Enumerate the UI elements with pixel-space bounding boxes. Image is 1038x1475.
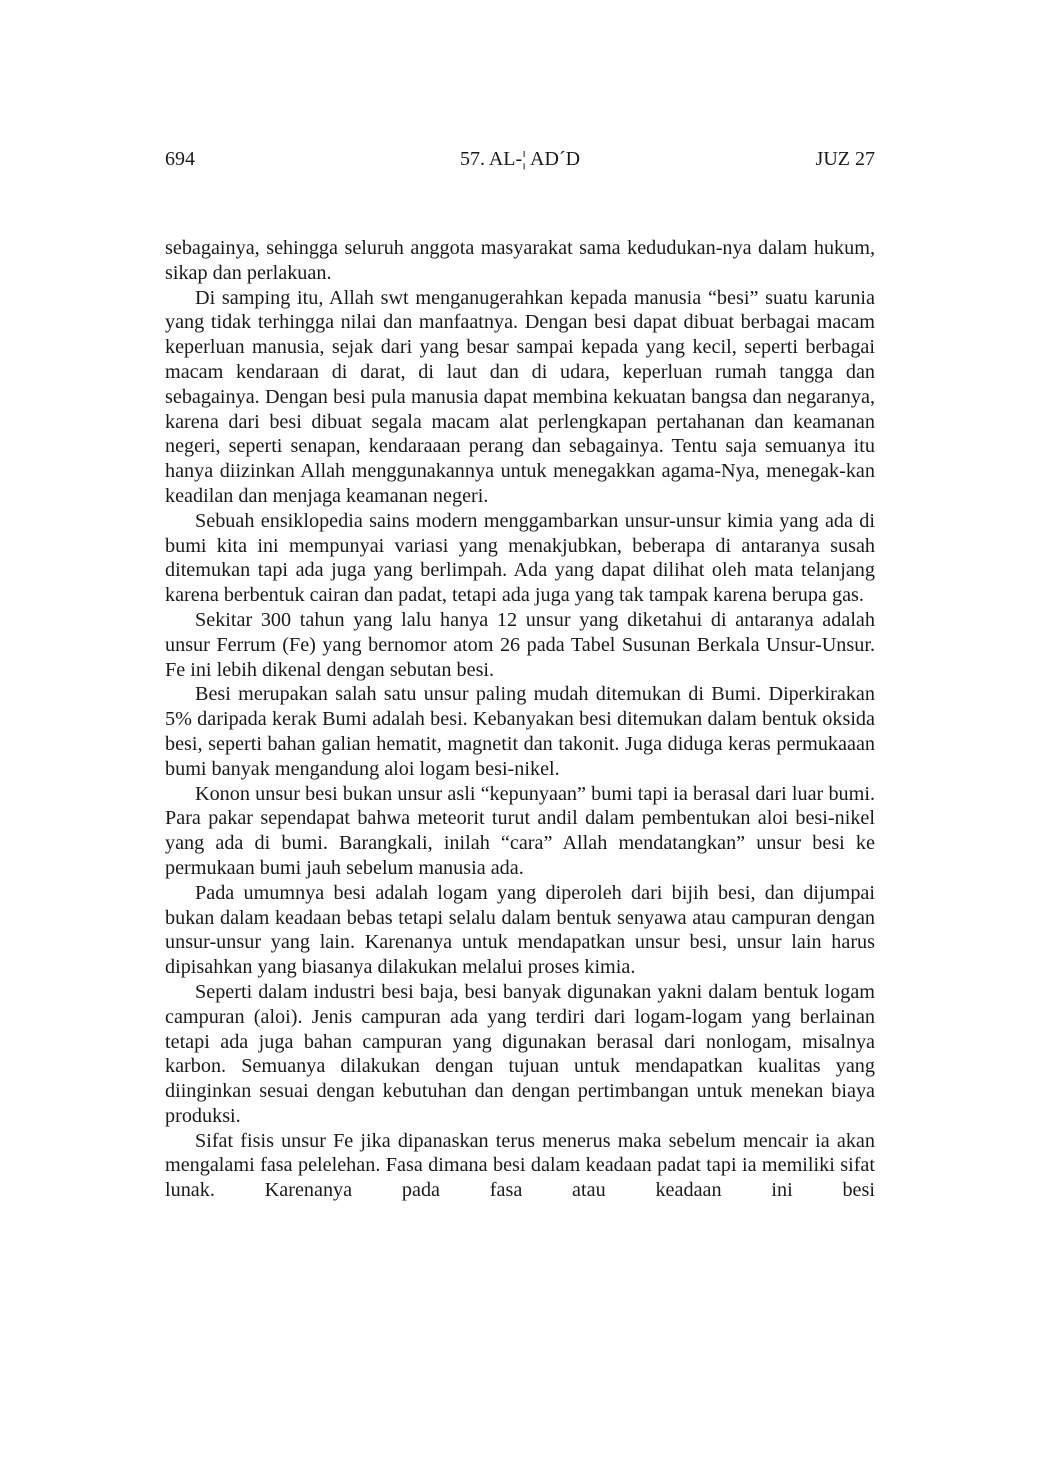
paragraph-3: Sebuah ensiklopedia sains modern menggambarkan unsur-unsur kimia yang ada di bumi kita ini mempunyai variasi yang menakjubkan, beberapa di antaranya susah ditemukan tapi ada juga yang berlimpah. Ada yang dapat dilihat oleh mata telanjang karena berbentuk cairan dan padat, tetapi ada juga yang tak tampak karena berupa gas. bbox=[165, 509, 875, 607]
paragraph-1: sebagainya, sehingga seluruh anggota masyarakat sama kedudukan-nya dalam hukum, sikap dan perlakuan. bbox=[165, 237, 875, 284]
paragraph-8: Seperti dalam industri besi baja, besi banyak digunakan yakni dalam bentuk logam campuran (aloi). Jenis campuran ada yang terdiri dari logam-logam yang berlainan tetapi ada juga bahan campuran yang digunakan berasal dari nonlogam, misalnya karbon. Semuanya dilakukan dengan tujuan untuk mendapatkan kualitas yang diinginkan sesuai dengan kebutuhan dan dengan pertimbangan untuk menekan biaya produksi. bbox=[165, 980, 875, 1127]
paragraph-6: Konon unsur besi bukan unsur asli “kepunyaan” bumi tapi ia berasal dari luar bumi. Para pakar sependapat bahwa meteorit turut andil dalam pembentukan aloi besi-nikel yang ada di bumi. Barangkali, inilah “cara” Allah mendatangkan” unsur besi ke permukaan bumi jauh sebelum manusia ada. bbox=[165, 782, 875, 879]
running-header bbox=[165, 146, 875, 172]
paragraph-5: Besi merupakan salah satu unsur paling mudah ditemukan di Bumi. Diperkirakan 5% daripada kerak Bumi adalah besi. Kebanyakan besi ditemukan dalam bentuk oksida besi, seperti bahan galian hematit, magnetit dan takonit. Juga diduga keras permukaaan bumi banyak mengandung aloi logam besi-nikel. bbox=[165, 683, 875, 780]
document-page bbox=[165, 0, 875, 1475]
paragraph-2: Di samping itu, Allah swt menganugerahkan kepada manusia “besi” suatu karunia yang tidak terhingga nilai dan manfaatnya. Dengan besi dapat dibuat berbagai macam keperluan manusia, sejak dari yang besar sampai kepada yang kecil, seperti berbagai macam kendaraan di darat, di laut dan di udara, keperluan rumah tangga dan sebagainya. Dengan besi pula manusia dapat membina kekuatan bangsa dan negaranya, karena dari besi dibuat segala macam alat perlengkapan pertahanan dan keamanan negeri, seperti senapan, kendaraaan perang dan sebagainya. Tentu saja semuanya itu hanya diizinkan Allah menggunakannya untuk menegakkan agama-Nya, menegak-kan keadilan dan menjaga keamanan negeri. bbox=[165, 286, 875, 507]
page-number: 694 bbox=[165, 148, 195, 170]
body-text bbox=[165, 236, 875, 1203]
paragraph-9: Sifat fisis unsur Fe jika dipanaskan terus menerus maka sebelum mencair ia akan mengalami fasa pelelehan. Fasa dimana besi dalam keadaan padat tapi ia memiliki sifat lunak. Karenanya pada fasa atau keadaan ini besi bbox=[165, 1129, 875, 1202]
juz-label: JUZ 27 bbox=[815, 148, 875, 170]
paragraph-7: Pada umumnya besi adalah logam yang diperoleh dari bijih besi, dan dijumpai bukan dalam keadaan bebas tetapi selalu dalam bentuk senyawa atau campuran dengan unsur-unsur yang lain. Karenanya untuk mendapatkan unsur besi, unsur lain harus dipisahkan yang biasanya dilakukan melalui proses kimia. bbox=[165, 881, 875, 979]
paragraph-4: Sekitar 300 tahun yang lalu hanya 12 unsur yang diketahui di antaranya adalah unsur Ferrum (Fe) yang bernomor atom 26 pada Tabel Susunan Berkala Unsur-Unsur. Fe ini lebih dikenal dengan sebutan besi. bbox=[165, 608, 875, 681]
chapter-title: 57. AL-¦ AD´D bbox=[459, 148, 581, 170]
